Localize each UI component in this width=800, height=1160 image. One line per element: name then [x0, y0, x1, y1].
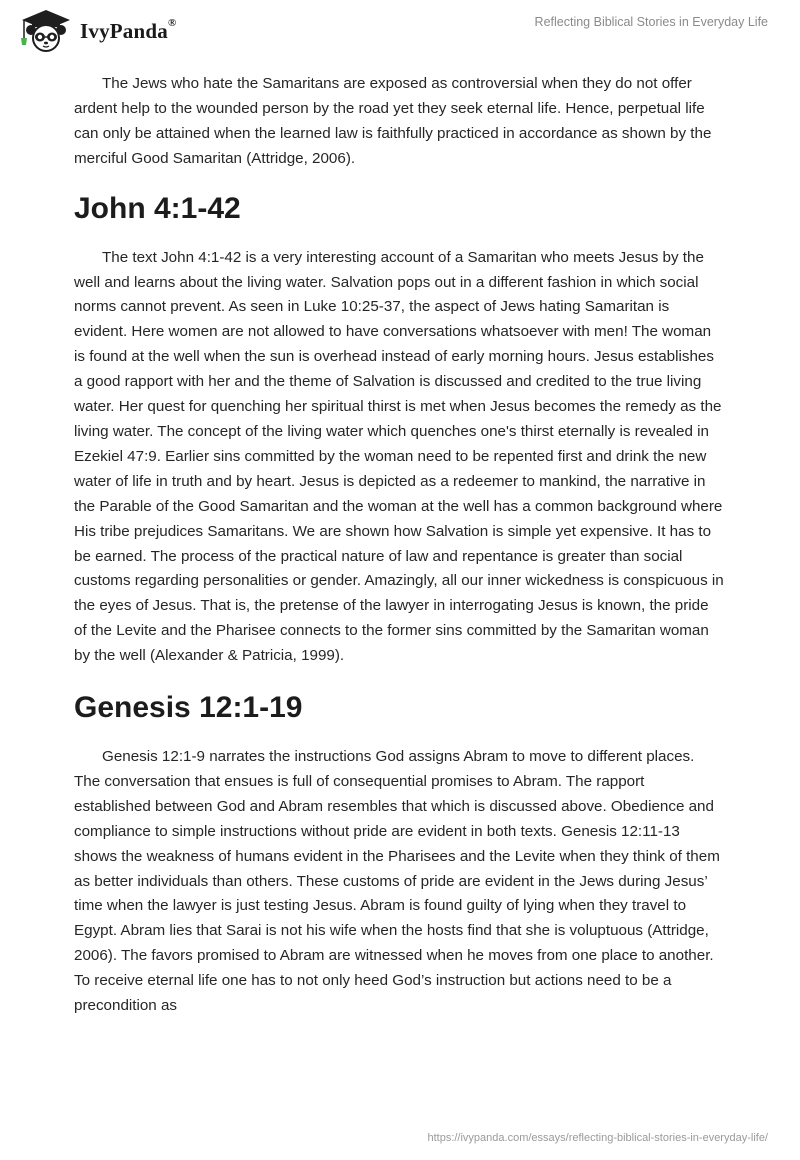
- heading-genesis: Genesis 12:1-19: [74, 691, 303, 725]
- paragraph-intro: The Jews who hate the Samaritans are exposed as controversial when they do not offer ardent help to the wounded person by the road yet they seek eternal life. Hence, perpetual life can only be attained when the learned law is faithfully practiced in accordance as shown by the merciful Good Samaritan (Attridge, 2006).: [74, 75, 712, 167]
- essay-body: [74, 72, 724, 1019]
- source-url[interactable]: https://ivypanda.com/essays/reflecting-biblical-stories-in-everyday-life/: [427, 1132, 768, 1144]
- panda-graduate-icon: [14, 8, 74, 54]
- paragraph-genesis: Genesis 12:1-9 narrates the instructions God assigns Abram to move to different places. The conversation that ensues is full of consequential promises to Abram. The rapport established between God and Abram resembles that which is discussed above. Obedience and compliance to simple instructions without pride are evident in both texts. Genesis 12:11-13 shows the weakness of humans evident in the Pharisees and the Levite when they think of them as better individuals than others. These customs of pride are evident in the Jews during Jesus’ time when the lawyer is just testing Jesus. Abram is found guilty of lying when they travel to Egypt. Abram lies that Sarai is not his wife when the hosts find that she is voluptuous (Attridge, 2006). The favors promised to Abram are witnessed when he moves from one place to another. To receive eternal life one has to not only heed God’s instruction but actions need to be a precondition as: [74, 748, 720, 1015]
- registered-mark: ®: [167, 16, 177, 29]
- paragraph-john: The text John 4:1-42 is a very interesting account of a Samaritan who meets Jesus by the well and learns about the living water. Salvation pops out in a different fashion in which social norms cannot prevent. As seen in Luke 10:25-37, the aspect of Jews hating Samaritan is evident. Here women are not allowed to have conversations whatsoever with men! The woman is found at the well when the sun is overhead instead of early morning hours. Jesus establishes a good rapport with her and the theme of Salvation is discussed and credited to the true living water. Her quest for quenching her spiritual thirst is met when Jesus becomes the remedy as the living water. The concept of the living water which quenches one's thirst eternally is revealed in Ezekiel 47:9. Earlier sins committed by the woman need to be repented first and drink the new water of life in truth and by heart. Jesus is depicted as a redeemer to mankind, the narrative in the Parable of the Good Samaritan and the woman at the well has a common background where His tribe prejudices Samaritans. We are shown how Salvation is simple yet expensive. It has to be earned. The process of the practical nature of law and repentance is greater than social customs regarding personalities or gender. Amazingly, all our inner wickedness is conspicuous in the eyes of Jesus. That is, the pretense of the lawyer in interrogating Jesus is known, the pride of the Levite and the Pharisee connects to the former sins committed by the Samaritan woman by the well (Alexander & Patricia, 1999).: [74, 248, 724, 665]
- brand-name: IvyPanda®: [80, 16, 177, 43]
- document-title: Reflecting Biblical Stories in Everyday Life: [534, 15, 768, 29]
- heading-john: John 4:1-42: [74, 191, 241, 225]
- page-header: [0, 0, 800, 64]
- brand-logo[interactable]: [14, 8, 176, 54]
